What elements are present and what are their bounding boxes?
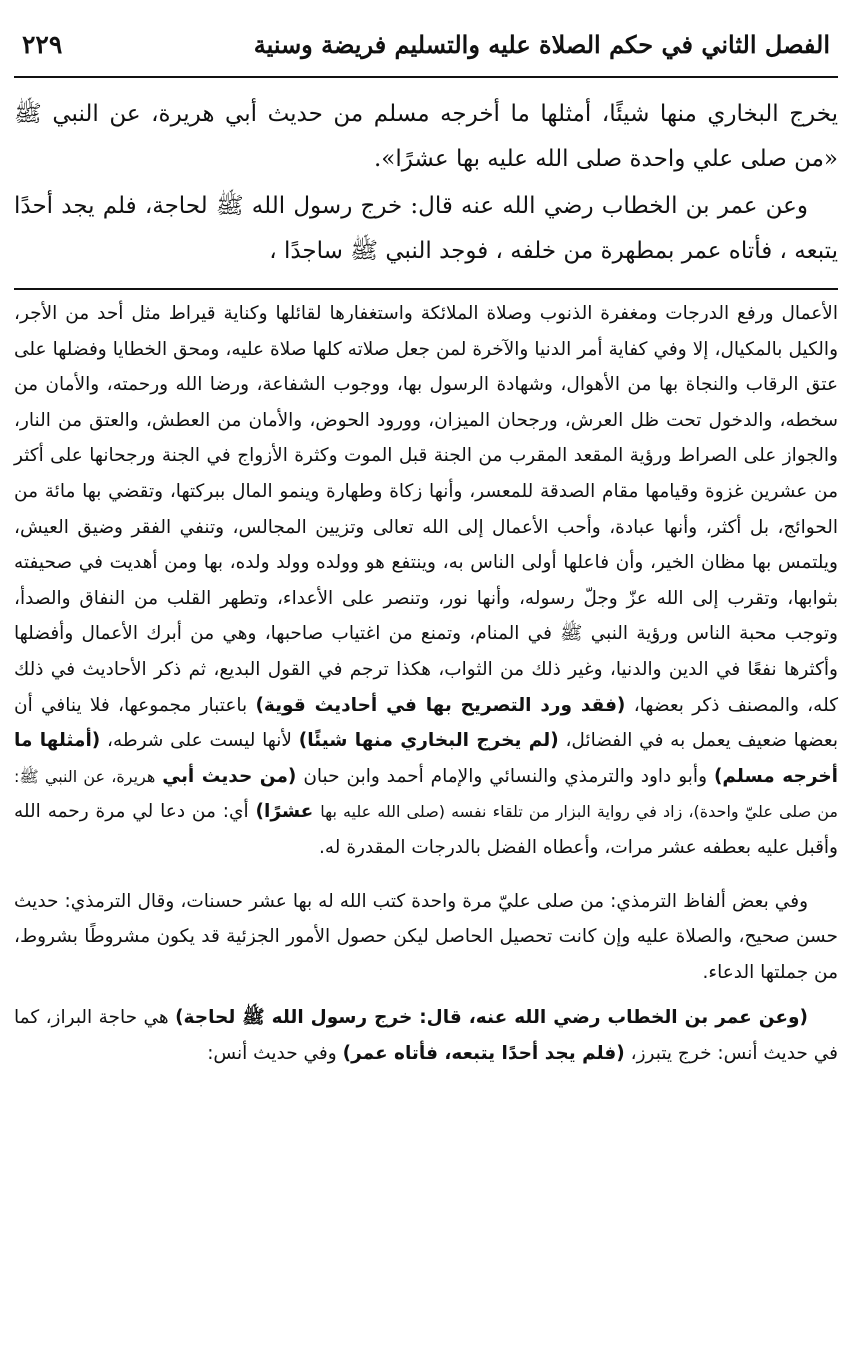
commentary-paragraph-b (14, 1000, 838, 1071)
divider-line (14, 288, 838, 290)
commentary-text-1: الأعمال ورفع الدرجات ومغفرة الذنوب وصلاة الملائكة واستغفارها لقائلها وكناية قيراط مثل أحد من الأجر، والكيل بالمكيال، إلا وفي كفاية أمر الدنيا والآخرة لمن جعل صلاته كلها صلاة عليه، ومحق الخطايا وفضلها على عتق الرقاب والنجاة بها من الأهوال، وشهادة الرسول بها، ووجوب الشفاعة، ورضا الله ورحمته، والأمان من سخطه، والدخول تحت ظل العرش، ورجحان الميزان، وورود الحوض، والأمان من العطش، والعتق من النار، والجواز على الصراط ورؤية المقعد المقرب من الجنة قبل الموت وكثرة الأزواج في الجنة ورجحانها على أكثر من عشرين غزوة وقيامها مقام الصدقة للمعسر، وأنها زكاة وطهارة وينمو المال ببركتها، وتقضي بها مائة من الحوائج، بل أكثر، وأنها عبادة، وأحب الأعمال إلى الله تعالى وتزيين المجالس، وتنفي الفقر وضيق العيش، ويلتمس بها مظان الخير، وأن فاعلها أولى الناس به، وينتفع هو وولده وولد ولده، بها ومن أهديت في صحيفته بثوابها، وتقرب إلى الله عزّ وجلّ رسوله، وأنها نور، وتنصر على الأعداء، وتطهر القلب من النفاق والصدأ، وتوجب محبة الناس ورؤية النبي ﷺ في المنام، وتمنع من اغتياب صاحبها، وهي من أبرك الأعمال وأفضلها وأكثرها نفعًا في الدين والدنيا، وغير ذلك من الثواب، هكذا ترجم في القول البديع، ثم ذكر الأحاديث في ذلك كله، والمصنف ذكر بعضها، (14, 303, 838, 716)
commentary-block (14, 296, 838, 866)
commentary-line-a1: وفي بعض ألفاظ الترمذي: من صلى عليّ مرة واحدة كتب الله له بها عشر حسنات، (180, 890, 808, 912)
commentary-text-3: لأنها ليست على شرطه، (107, 730, 292, 752)
commentary-line-a2: وقال الترمذي: حديث حسن صحيح، والصلاة عليه وإن كانت تحصيل الحاصل ليكن حصول الأمور الجزئية قد يكون مشروطًا بشروط، من جملتها الدعاء. (14, 890, 838, 983)
commentary-text-5: هريرة، عن النبي ﷺ: من صلى عليّ واحدة)، زاد في رواية البزار من تلقاء نفسه (صلى الله عليه بها (14, 766, 838, 822)
chapter-title: الفصل الثاني في حكم الصلاة عليه والتسليم فريضة وسنية (253, 30, 830, 59)
main-paragraph-2: وعن عمر بن الخطاب رضي الله عنه قال: خرج رسول الله ﷺ لحاجة، فلم يجد أحدًا يتبعه ، فأتاه عمر بمطهرة من خلفه ، فوجد النبي ﷺ ساجدًا ، (14, 193, 838, 264)
commentary-text-4: وأبو داود والترمذي والنسائي والإمام أحمد وابن حبان (303, 765, 708, 787)
main-paragraph-1: يخرج البخاري منها شيئًا، أمثلها ما أخرجه مسلم من حديث أبي هريرة، عن النبي ﷺ «من صلى علي واحدة صلى الله عليه بها عشرًا». (14, 101, 838, 172)
running-header (14, 30, 838, 78)
book-page (14, 30, 838, 1071)
commentary-paragraph-a (14, 884, 838, 991)
commentary-quote-7: (فلم يجد أحدًا يتبعه، فأتاه عمر) (342, 1042, 625, 1064)
commentary-text-6: أي: من دعا لي مرة رحمه الله وأقبل عليه بعطفه عشر مرات، وأعطاه الفضل بالدرجات المقدرة له. (14, 801, 838, 858)
page-number: ٢٢٩ (22, 30, 63, 59)
main-text (14, 92, 838, 274)
commentary-block-2 (14, 884, 838, 1072)
commentary-quote-5: عشرًا) (255, 801, 314, 823)
commentary-quote-4: (من حديث أبي (162, 765, 297, 787)
commentary-quote-3: (أمثلها ما أخرجه مسلم) (14, 730, 838, 787)
commentary-quote-2: (لم يخرج البخاري منها شيئًا) (298, 730, 559, 752)
commentary-text-8: وفي حديث أنس: (207, 1042, 337, 1064)
commentary-text-2: باعتبار مجموعها، فلا ينافي أن بعضها ضعيف يعمل به في الفضائل، (14, 694, 838, 752)
commentary-quote-6: (وعن عمر بن الخطاب رضي الله عنه، قال: خرج رسول الله ﷺ لحاجة) (175, 1007, 808, 1029)
commentary-quote-1: (فقد ورد التصريح بها في أحاديث قوية) (255, 694, 626, 716)
commentary-text-7: هي حاجة البراز، كما في حديث أنس: خرج يتبرز، (14, 1007, 838, 1064)
